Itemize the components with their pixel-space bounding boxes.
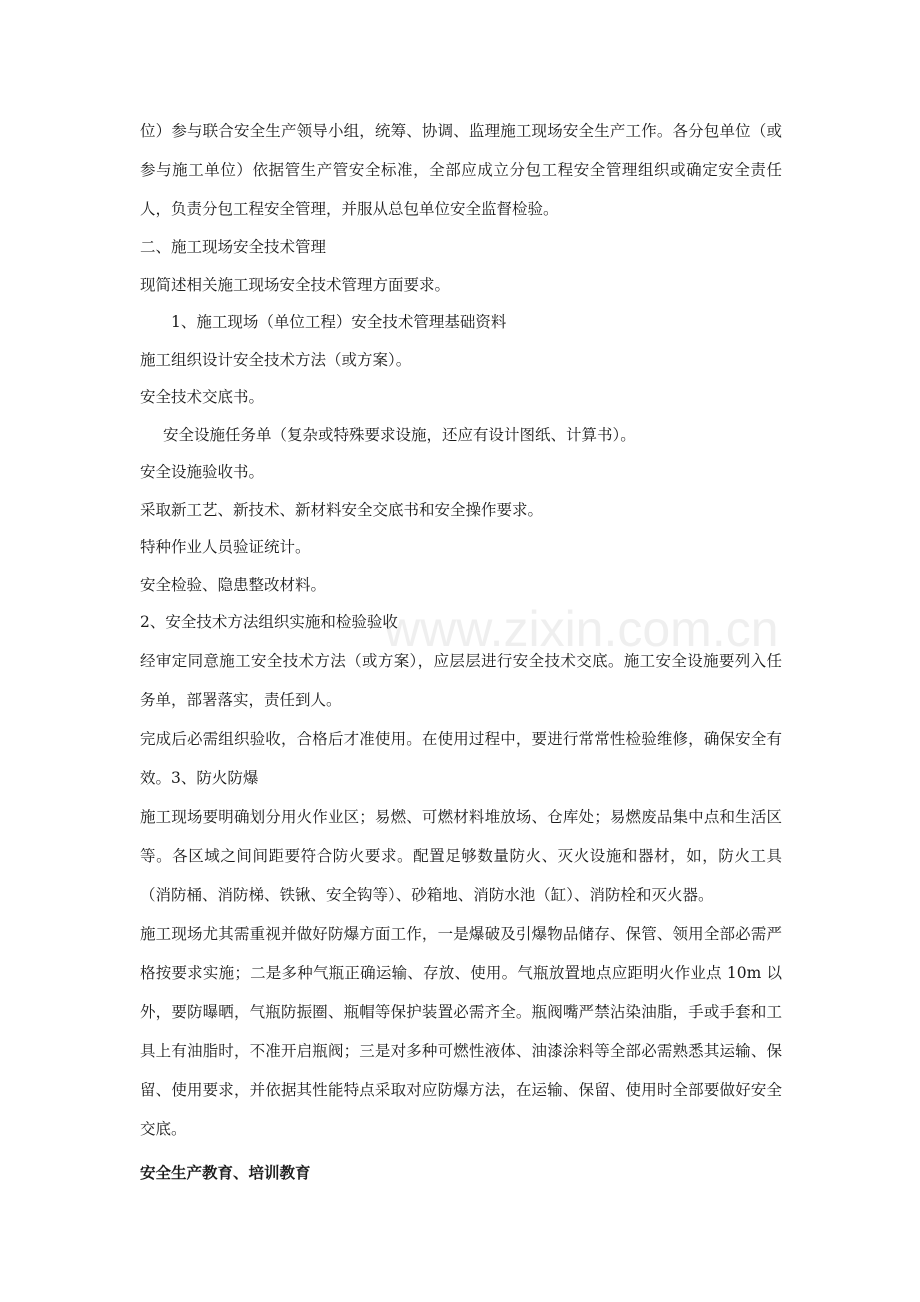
list-item: 安全技术交底书。 xyxy=(140,388,265,406)
list-item: 采取新工艺、新技术、新材料安全交底书和安全操作要求。 xyxy=(140,500,544,519)
paragraph-intro: 位）参与联合安全生产领导小组，统筹、协调、监理施工现场安全生产工作。各分包单位（或参与施工单位）依据管生产管安全标准，全部应成立分包工程安全管理组织或确定安全责任人，负责分包工程安全管理，并服从总包单位安全监督检验。 xyxy=(140,122,782,218)
list-item: 施工组织设计安全技术方法（或方案）。 xyxy=(140,350,412,369)
paragraph-explosion-prevention: 施工现场尤其需重视并做好防爆方面工作，一是爆破及引爆物品储存、保管、领用全部必需严格按要求实施；二是多种气瓶正确运输、存放、使用。气瓶放置地点应距明火作业点 10m 以外，要防曝晒，气瓶防振圈、瓶帽等保护装置必需齐全。瓶阀嘴严禁沾染油脂，手或手套和工具上有油脂时，不准开启瓶阀；三是对多种可燃性液体、油漆涂料等全部必需熟悉其运输、保留、使用要求，并依据其性能特点采取对应防爆方法，在运输、保留、使用时全部要做好安全交底。 xyxy=(140,924,782,1138)
list-item: 安全检验、隐患整改材料。 xyxy=(140,575,327,594)
list-item: 特种作业人员验证统计。 xyxy=(140,538,311,556)
paragraph-summary: 现简述相关施工现场安全技术管理方面要求。 xyxy=(140,275,451,294)
document-body xyxy=(140,112,782,1192)
section-heading-2: 二、施工现场安全技术管理 xyxy=(140,238,327,256)
subsection-heading-2: 2、安全技术方法组织实施和检验验收 xyxy=(140,613,398,631)
list-item: 安全设施验收书。 xyxy=(140,463,265,481)
watermark: www.zixin.com.cn xyxy=(384,601,779,657)
paragraph-fire-prevention: 施工现场要明确划分用火作业区；易燃、可燃材料堆放场、仓库处；易燃废品集中点和生活区等。各区域之间间距要符合防火要求。配置足够数量防火、灭火设施和器材，如，防火工具（消防桶、消防梯、铁锹、安全钩等）、砂箱地、消防水池（缸）、消防栓和灭火器。 xyxy=(140,807,782,904)
paragraph-body: 完成后必需组织验收，合格后才准使用。在使用过程中，要进行常常性检验维修，确保安全有效。3、防火防爆 xyxy=(140,729,782,787)
list-item: 安全设施任务单（复杂或特殊要求设施，还应有设计图纸、计算书）。 xyxy=(163,425,636,444)
section-heading-education: 安全生产教育、培训教育 xyxy=(140,1163,311,1182)
subsection-heading-1: 1、施工现场（单位工程）安全技术管理基础资料 xyxy=(171,313,507,331)
paragraph-body: 经审定同意施工安全技术方法（或方案），应层层进行安全技术交底。施工安全设施要列入任务单，部署落实，责任到人。 xyxy=(140,651,782,709)
